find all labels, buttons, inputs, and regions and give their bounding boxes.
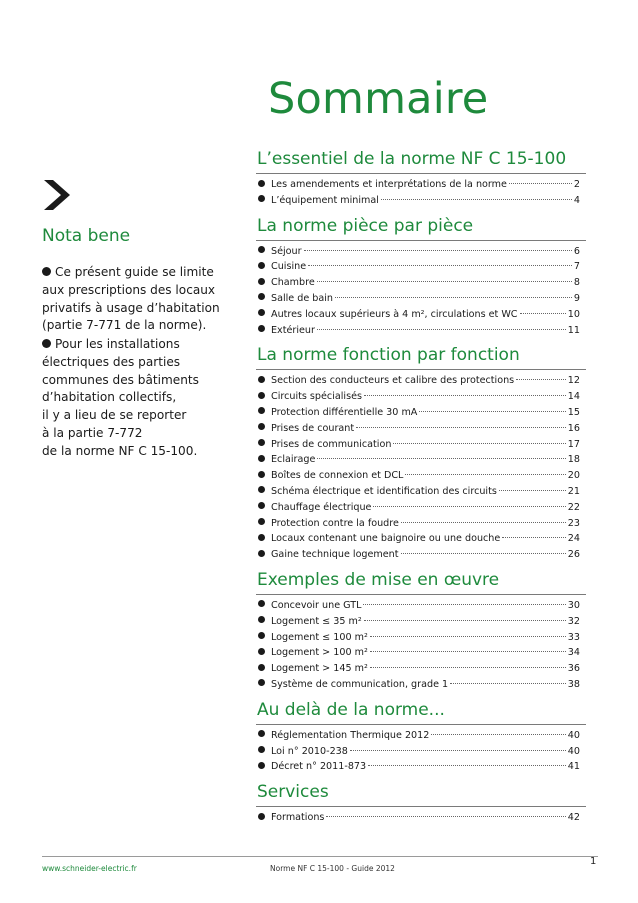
nota-bene-line: d’habitation collectifs, bbox=[42, 390, 177, 405]
toc-entry-label: Système de communication, grade 1 bbox=[271, 678, 449, 690]
toc-entry-label: Prises de communication bbox=[271, 438, 392, 450]
toc-entry-label: Séjour bbox=[271, 245, 302, 257]
nota-bene-heading: Nota bene bbox=[42, 226, 131, 246]
bullet-icon bbox=[258, 534, 265, 541]
toc-section bbox=[256, 148, 586, 209]
toc-entry-label: Décret n° 2011-873 bbox=[271, 761, 367, 773]
toc-entry-page: 23 bbox=[567, 517, 580, 529]
toc-entry[interactable] bbox=[256, 547, 586, 563]
toc-section-title: Services bbox=[257, 782, 329, 803]
toc-entry-label: Schéma électrique et identification des circuits bbox=[271, 485, 497, 497]
dot-leader bbox=[308, 265, 572, 266]
dot-leader bbox=[373, 506, 565, 507]
dot-leader bbox=[317, 329, 566, 330]
toc-entry-label: Circuits spécialisés bbox=[271, 391, 362, 403]
bullet-icon bbox=[258, 376, 265, 383]
toc-entry-page: 42 bbox=[567, 812, 580, 824]
nota-bene-paragraph-1 bbox=[42, 264, 242, 335]
toc-entry-page: 24 bbox=[567, 533, 580, 545]
toc-entry[interactable] bbox=[256, 759, 586, 775]
toc-section bbox=[256, 781, 586, 826]
dot-leader bbox=[326, 816, 565, 817]
dot-leader bbox=[509, 183, 572, 184]
toc-entry-page: 22 bbox=[567, 501, 580, 513]
toc-entry-label: Locaux contenant une baignoire ou une douche bbox=[271, 533, 501, 545]
toc-entry[interactable] bbox=[256, 259, 586, 275]
toc-entry[interactable] bbox=[256, 516, 586, 532]
dot-leader bbox=[401, 553, 566, 554]
toc-entry-label: Les amendements et interprétations de la norme bbox=[271, 179, 507, 190]
bullet-icon bbox=[258, 423, 265, 430]
toc-entry[interactable] bbox=[256, 405, 586, 421]
toc-entry[interactable] bbox=[256, 468, 586, 484]
toc-section bbox=[256, 699, 586, 775]
bullet-icon bbox=[258, 746, 265, 753]
toc-entry-label: Logement ≤ 100 m² bbox=[271, 631, 368, 643]
toc-entry-page: 36 bbox=[567, 663, 580, 675]
toc-entry[interactable] bbox=[256, 531, 586, 547]
section-divider bbox=[256, 594, 586, 595]
toc-section-title: L’essentiel de la norme NF C 15-100 bbox=[257, 149, 567, 169]
nota-bene-line: aux prescriptions des locaux bbox=[42, 282, 216, 297]
bullet-icon bbox=[258, 762, 265, 769]
toc-entry[interactable] bbox=[256, 291, 586, 307]
bullet-icon bbox=[258, 600, 265, 607]
toc-entry[interactable] bbox=[256, 177, 586, 193]
toc-entry-page: 10 bbox=[567, 308, 580, 320]
toc-entry-page: 9 bbox=[573, 292, 580, 304]
section-divider bbox=[256, 173, 586, 174]
bullet-icon bbox=[258, 518, 265, 525]
toc-entry[interactable] bbox=[256, 389, 586, 405]
toc-section bbox=[256, 215, 586, 339]
section-divider bbox=[256, 806, 586, 807]
bullet-icon bbox=[42, 267, 51, 276]
bullet-icon bbox=[258, 632, 265, 639]
toc-entry-page: 38 bbox=[567, 678, 580, 690]
toc-entry[interactable] bbox=[256, 661, 586, 677]
dot-leader bbox=[450, 683, 566, 684]
toc-entry[interactable] bbox=[256, 275, 586, 291]
toc-entry-page: 4 bbox=[573, 194, 580, 206]
section-divider bbox=[256, 369, 586, 370]
nota-bene-line: à la partie 7-772 bbox=[42, 425, 143, 440]
toc-section-title: La norme pièce par pièce bbox=[257, 215, 474, 236]
toc-section-title: La norme fonction par fonction bbox=[257, 345, 520, 366]
dot-leader bbox=[499, 490, 566, 491]
toc-entry-page: 26 bbox=[567, 549, 580, 561]
toc-entry-label: Logement ≤ 35 m² bbox=[271, 615, 362, 627]
toc-entry-label: Protection contre la foudre bbox=[271, 517, 399, 529]
toc-entry-page: 14 bbox=[567, 391, 580, 403]
toc-entry[interactable] bbox=[256, 614, 586, 630]
bullet-icon bbox=[258, 325, 265, 332]
toc-entry-label: Salle de bain bbox=[271, 292, 334, 304]
toc-entry-page: 40 bbox=[567, 729, 580, 741]
toc-entry[interactable] bbox=[256, 452, 586, 468]
toc-entry[interactable] bbox=[256, 645, 586, 661]
nota-bene-line: de la norme NF C 15-100. bbox=[42, 443, 198, 458]
bullet-icon bbox=[258, 616, 265, 623]
toc-entry[interactable] bbox=[256, 630, 586, 646]
nota-bene-line: privatifs à usage d’habitation bbox=[42, 300, 220, 315]
toc-entry[interactable] bbox=[256, 677, 586, 693]
toc-entry-page: 20 bbox=[567, 470, 580, 482]
toc-entry-label: Eclairage bbox=[271, 454, 316, 466]
dot-leader bbox=[381, 199, 572, 200]
dot-leader bbox=[370, 667, 566, 668]
chevron-right-icon bbox=[42, 178, 72, 212]
toc-entry[interactable] bbox=[256, 744, 586, 760]
dot-leader bbox=[317, 281, 572, 282]
toc-entry-page: 32 bbox=[567, 615, 580, 627]
toc-entry[interactable] bbox=[256, 323, 586, 339]
dot-leader bbox=[393, 443, 565, 444]
toc-entry[interactable] bbox=[256, 421, 586, 437]
nota-bene-line: communes des bâtiments bbox=[42, 372, 199, 387]
toc-entry-page: 6 bbox=[573, 245, 580, 257]
dot-leader bbox=[520, 313, 566, 314]
toc-entry[interactable] bbox=[256, 193, 586, 209]
toc-entry[interactable] bbox=[256, 373, 586, 389]
footer-divider bbox=[42, 856, 598, 857]
dot-leader bbox=[370, 651, 566, 652]
dot-leader bbox=[405, 474, 565, 475]
nota-bene-line: électriques des parties bbox=[42, 354, 181, 369]
bullet-icon bbox=[258, 730, 265, 737]
toc-entry-page: 15 bbox=[567, 406, 580, 418]
toc-entry[interactable] bbox=[256, 598, 586, 614]
bullet-icon bbox=[258, 550, 265, 557]
toc-entry-label: Loi n° 2010-238 bbox=[271, 745, 348, 757]
section-divider bbox=[256, 724, 586, 725]
dot-leader bbox=[356, 427, 566, 428]
nota-bene-line: (partie 7-771 de la norme). bbox=[42, 318, 207, 333]
bullet-icon bbox=[258, 813, 265, 820]
bullet-icon bbox=[258, 246, 265, 253]
toc-entry-label: Réglementation Thermique 2012 bbox=[271, 729, 430, 741]
bullet-icon bbox=[258, 180, 265, 187]
toc-entry-label: Gaine technique logement bbox=[271, 549, 399, 561]
dot-leader bbox=[516, 379, 566, 380]
toc-entry-label: Concevoir une GTL bbox=[271, 599, 362, 611]
toc-entry[interactable] bbox=[256, 810, 586, 826]
toc-entry-page: 40 bbox=[567, 745, 580, 757]
toc-section-title: Au delà de la norme... bbox=[257, 699, 445, 720]
toc-entry-label: Section des conducteurs et calibre des protections bbox=[271, 375, 515, 387]
nota-bene-line: il y a lieu de se reporter bbox=[42, 408, 187, 423]
bullet-icon bbox=[258, 664, 265, 671]
toc-entry-label: Boîtes de connexion et DCL bbox=[271, 470, 404, 482]
bullet-icon bbox=[258, 502, 265, 509]
toc-entry-label: Logement > 145 m² bbox=[271, 663, 368, 675]
toc-entry-page: 11 bbox=[567, 324, 580, 336]
dot-leader bbox=[419, 411, 565, 412]
toc-entry-label: Extérieur bbox=[271, 324, 315, 336]
toc-entry[interactable] bbox=[256, 484, 586, 500]
bullet-icon bbox=[258, 309, 265, 316]
dot-leader bbox=[502, 537, 565, 538]
bullet-icon bbox=[258, 392, 265, 399]
toc-section bbox=[256, 569, 586, 693]
table-of-contents bbox=[256, 148, 586, 832]
dot-leader bbox=[368, 765, 566, 766]
bullet-icon bbox=[258, 278, 265, 285]
toc-entry-page: 18 bbox=[567, 454, 580, 466]
toc-entry-label: Logement > 100 m² bbox=[271, 647, 368, 659]
bullet-icon bbox=[258, 439, 265, 446]
toc-entry-page: 21 bbox=[567, 485, 580, 497]
dot-leader bbox=[350, 750, 566, 751]
toc-section-title: Exemples de mise en œuvre bbox=[257, 569, 500, 590]
dot-leader bbox=[364, 620, 566, 621]
toc-entry[interactable] bbox=[256, 437, 586, 453]
toc-entry[interactable] bbox=[256, 244, 586, 260]
page-number: 1 bbox=[590, 856, 597, 867]
dot-leader bbox=[431, 734, 565, 735]
toc-entry[interactable] bbox=[256, 728, 586, 744]
dot-leader bbox=[363, 604, 565, 605]
dot-leader bbox=[335, 297, 572, 298]
nota-bene-line: Pour les installations bbox=[42, 336, 242, 354]
section-divider bbox=[256, 240, 586, 241]
bullet-icon bbox=[258, 407, 265, 414]
dot-leader bbox=[401, 522, 566, 523]
toc-entry[interactable] bbox=[256, 500, 586, 516]
toc-entry-page: 41 bbox=[567, 761, 580, 773]
toc-entry-label: Chauffage électrique bbox=[271, 501, 372, 513]
dot-leader bbox=[304, 250, 572, 251]
toc-entry-page: 16 bbox=[567, 422, 580, 434]
dot-leader bbox=[364, 395, 566, 396]
nota-bene-paragraph-2 bbox=[42, 336, 242, 461]
dot-leader bbox=[370, 636, 566, 637]
toc-entry-label: Protection différentielle 30 mA bbox=[271, 406, 418, 418]
bullet-icon bbox=[258, 195, 265, 202]
bullet-icon bbox=[258, 293, 265, 300]
dot-leader bbox=[317, 458, 565, 459]
bullet-icon bbox=[42, 339, 51, 348]
toc-entry-label: Autres locaux supérieurs à 4 m², circulations et WC bbox=[271, 308, 518, 320]
toc-entry-label: Prises de courant bbox=[271, 422, 355, 434]
toc-entry-page: 17 bbox=[567, 438, 580, 450]
bullet-icon bbox=[258, 262, 265, 269]
toc-entry-label: Formations bbox=[271, 812, 325, 824]
toc-entry-label: L’équipement minimal bbox=[271, 194, 379, 206]
toc-entry-page: 34 bbox=[567, 647, 580, 659]
bullet-icon bbox=[258, 471, 265, 478]
toc-entry[interactable] bbox=[256, 307, 586, 323]
toc-entry-page: 30 bbox=[567, 599, 580, 611]
nota-bene-line: Ce présent guide se limite bbox=[42, 264, 242, 282]
toc-section bbox=[256, 344, 586, 563]
page-title: Sommaire bbox=[268, 74, 489, 124]
toc-entry-page: 7 bbox=[573, 261, 580, 273]
toc-entry-label: Chambre bbox=[271, 277, 315, 289]
toc-entry-page: 8 bbox=[573, 277, 580, 289]
footer-website[interactable]: www.schneider-electric.fr bbox=[42, 864, 137, 873]
bullet-icon bbox=[258, 486, 265, 493]
toc-entry-page: 33 bbox=[567, 631, 580, 643]
footer-document-title: Norme NF C 15-100 - Guide 2012 bbox=[270, 864, 395, 873]
toc-entry-page: 2 bbox=[573, 179, 580, 190]
bullet-icon bbox=[258, 455, 265, 462]
toc-entry-label: Cuisine bbox=[271, 261, 307, 273]
bullet-icon bbox=[258, 648, 265, 655]
toc-entry-page: 12 bbox=[567, 375, 580, 387]
bullet-icon bbox=[258, 679, 265, 686]
